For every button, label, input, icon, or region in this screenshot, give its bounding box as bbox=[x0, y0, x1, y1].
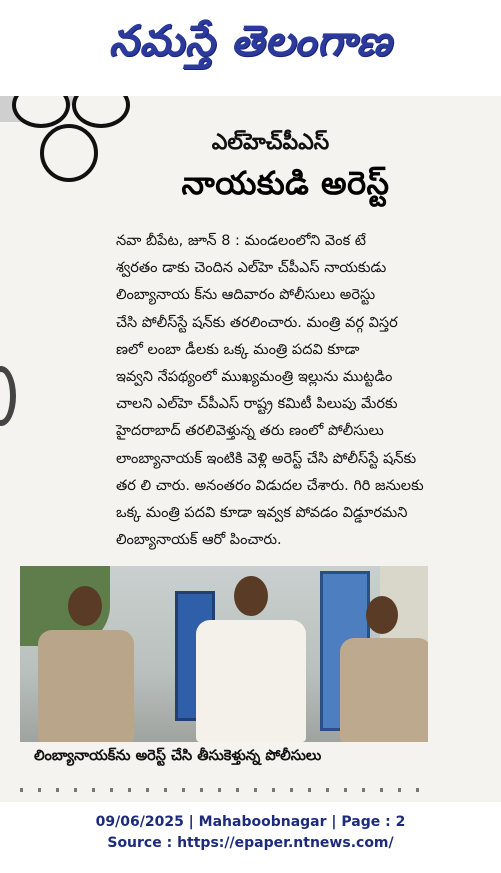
article-line: చేసి పోలీస్‌స్టే షన్‌కు తరలించారు. మంత్రి వర్గ విస్తర bbox=[116, 314, 398, 331]
article-body bbox=[116, 228, 446, 554]
article-line: లింబ్యానాయ క్‌ను ఆదివారం పోలీసులు అరెస్టు bbox=[116, 287, 376, 304]
photo-person-policeman-left bbox=[30, 586, 140, 742]
source-line: Source : https://epaper.ntnews.com/ bbox=[107, 835, 394, 851]
article-line: ఒక్క మంత్రి పదవి కూడా ఇవ్వక పోవడం విడ్డూరమని bbox=[116, 505, 408, 522]
article-line: లాంబ్యానాయక్ ఇంటికి వెళ్లి అరెస్ట్ చేసి పోలీస్‌స్టే షన్‌కు bbox=[116, 450, 417, 467]
clipping-cut-edge bbox=[20, 788, 430, 792]
article-line: ణలో లంబా డీలకు ఒక్క మంత్రి పదవి కూడా bbox=[116, 341, 360, 358]
article-line: శ్వరతం డాకు చెందిన ఎల్‌హె చ్‌పీఎస్ నాయకుడు bbox=[116, 260, 387, 277]
source-footer bbox=[0, 812, 501, 854]
article-line: చాలని ఎల్‌హె చ్‌పీఎస్ రాష్ట్ర కమిటీ పిలుపు మేరకు bbox=[116, 396, 398, 413]
photo-person-policeman-right bbox=[336, 596, 428, 742]
article-line: తర లి చారు. అనంతరం విడుదల చేశారు. గిరి జనులకు bbox=[116, 477, 424, 494]
news-clipping bbox=[0, 96, 501, 802]
article-line: హైదరాబాద్ తరలివెళ్తున్న తరు ణంలో పోలీసులు bbox=[116, 423, 384, 440]
article-line: నవా బీపేట, జూన్ 8 : మండలంలోని వెంక టే bbox=[116, 233, 366, 249]
photo-caption: లింబ్యానాయక్‌ను అరెస్ట్ చేసి తీసుకెళ్తున్న పోలీసులు bbox=[34, 748, 322, 764]
article-line: ఇవ్వని నేపథ్యంలో ముఖ్యమంత్రి ఇల్లును ముట్టడిం bbox=[116, 369, 393, 386]
decorative-side-mark bbox=[0, 366, 16, 426]
article-headline: నాయకుడి అరెస్ట్ bbox=[181, 164, 390, 202]
newspaper-logo-title: నమస్తే తెలంగాణ bbox=[108, 16, 393, 65]
masthead bbox=[0, 0, 501, 92]
article-kicker: ఎల్‌హెచ్‌పీఎస్ bbox=[211, 130, 330, 155]
photo-person-leader bbox=[190, 576, 310, 742]
article-line: లింబ్యానాయక్ ఆరో పించారు. bbox=[116, 532, 282, 549]
news-photo bbox=[20, 566, 428, 742]
edition-line: 09/06/2025 | Mahaboobnagar | Page : 2 bbox=[95, 814, 406, 830]
